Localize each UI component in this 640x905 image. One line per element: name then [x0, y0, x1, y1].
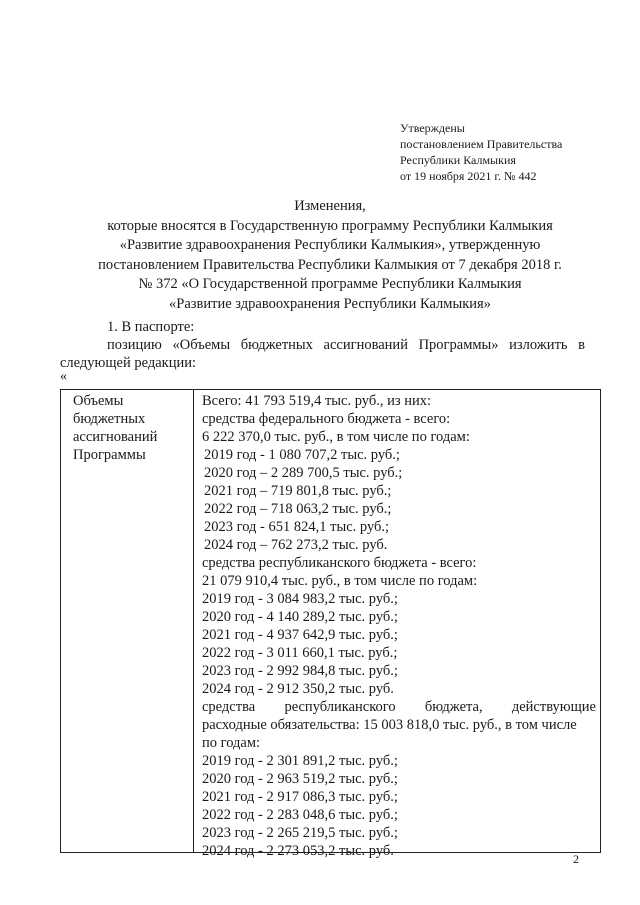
existing-obligations-line: расходные обязательства: 15 003 818,0 тыс. руб., в том числе: [202, 717, 577, 733]
year-line: 2024 год - 2 273 053,2 тыс. руб.: [202, 843, 394, 859]
existing-obligations-line: средства республиканского бюджета, действующие: [202, 699, 596, 715]
title-line: «Развитие здравоохранения Республики Калмыкия», утвержденную: [119, 237, 541, 253]
republic-header: средства республиканского бюджета - всего:: [202, 555, 477, 571]
year-line: 2021 год – 719 801,8 тыс. руб.;: [204, 483, 392, 499]
page-number: 2: [573, 852, 579, 866]
approval-line: Республики Калмыкия: [400, 153, 516, 167]
year-line: 2020 год - 4 140 289,2 тыс. руб.;: [202, 609, 398, 625]
year-line: 2024 год – 762 273,2 тыс. руб.: [204, 537, 388, 553]
approval-line: постановлением Правительства: [400, 137, 563, 151]
year-line: 2023 год - 2 992 984,8 тыс. руб.;: [202, 663, 398, 679]
year-line: 2019 год - 3 084 983,2 тыс. руб.;: [202, 591, 398, 607]
table-value-cell: [202, 392, 596, 860]
title-line: № 372 «О Государственной программе Республики Калмыкия: [138, 276, 522, 292]
approval-line: Утверждены: [400, 121, 465, 135]
year-line: 2021 год - 2 917 086,3 тыс. руб.;: [202, 789, 398, 805]
label-line: бюджетных: [73, 411, 146, 427]
year-line: 2019 год - 1 080 707,2 тыс. руб.;: [204, 447, 400, 463]
year-line: 2019 год - 2 301 891,2 тыс. руб.;: [202, 753, 398, 769]
federal-header: средства федерального бюджета - всего:: [202, 411, 451, 427]
year-line: 2022 год - 3 011 660,1 тыс. руб.;: [202, 645, 398, 661]
approval-line: от 19 ноября 2021 г. № 442: [400, 169, 537, 183]
year-line: 2021 год - 4 937 642,9 тыс. руб.;: [202, 627, 398, 643]
item-paragraph: [60, 336, 585, 372]
approval-stamp: [400, 120, 562, 184]
year-line: 2023 год - 2 265 219,5 тыс. руб.;: [202, 825, 398, 841]
year-line: 2020 год – 2 289 700,5 тыс. руб.;: [204, 465, 403, 481]
title-line: «Развитие здравоохранения Республики Калмыкия»: [169, 295, 491, 312]
year-line: 2022 год – 718 063,2 тыс. руб.;: [204, 501, 392, 517]
item-heading: 1. В паспорте:: [107, 319, 195, 335]
opening-quote: «: [60, 369, 67, 384]
existing-obligations-line: по годам:: [202, 735, 261, 751]
paragraph-line: следующей редакции:: [60, 355, 197, 371]
document-title: [60, 197, 600, 314]
year-line: 2020 год - 2 963 519,2 тыс. руб.;: [202, 771, 398, 787]
federal-total: 6 222 370,0 тыс. руб., в том числе по годам:: [202, 429, 470, 445]
table-column-divider: [193, 390, 194, 852]
label-line: ассигнований: [73, 429, 158, 445]
budget-table: [60, 389, 601, 859]
table-label-cell: [73, 392, 157, 464]
total-line: Всего: 41 793 519,4 тыс. руб., из них:: [202, 393, 432, 409]
title-line: которые вносятся в Государственную программу Республики Калмыкия: [107, 217, 553, 234]
republic-total: 21 079 910,4 тыс. руб., в том числе по годам:: [202, 573, 478, 589]
label-line: Программы: [73, 447, 146, 463]
paragraph-line: позицию «Объемы бюджетных ассигнований Программы» изложить в: [107, 337, 585, 353]
label-line: Объемы: [73, 393, 124, 409]
year-line: 2022 год - 2 283 048,6 тыс. руб.;: [202, 807, 398, 823]
year-line: 2023 год - 651 824,1 тыс. руб.;: [204, 519, 390, 535]
title-line: Изменения,: [294, 198, 366, 214]
title-line: постановлением Правительства Республики Калмыкия от 7 декабря 2018 г.: [98, 256, 562, 273]
year-line: 2024 год - 2 912 350,2 тыс. руб.: [202, 681, 394, 697]
